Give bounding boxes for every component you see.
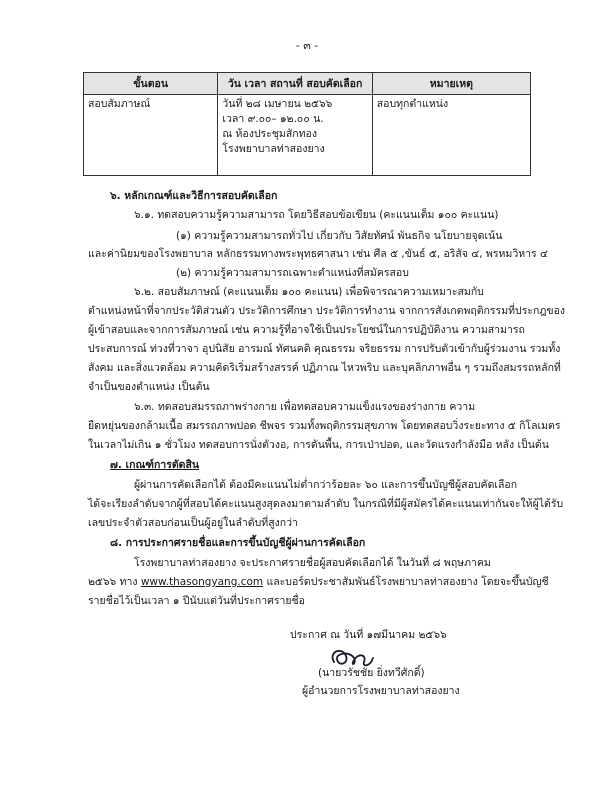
section8-line2-pre: ๒๕๖๖ ทาง	[88, 576, 141, 588]
section7-line: เลขประจำตัวสอบก่อนเป็นผู้อยู่ในลำดับที่สูงกว่า	[88, 517, 298, 529]
cell-step: สอบสัมภาษณ์	[84, 95, 218, 176]
section7-line: ได้จะเรียงลำดับจากผู้ที่สอบได้คะแนนสูงสุดลงมาตามลำดับ ในกรณีที่มีผู้สมัครได้คะแนนเท่ากันจะให้ผู้ได้รับ	[88, 498, 564, 510]
section6-3-line: ในเวลาไม่เกิน ๑ ชั่วโมง ทดสอบการนั่งตัวงอ, การดันพื้น, การเป่าปอด, และวัดแรงกำลังมือ หลัง เป็นต้น	[88, 439, 549, 451]
section8-line2-post: และบอร์ดประชาสัมพันธ์โรงพยาบาลท่าสองยาง โดยจะขึ้นบัญชี	[263, 576, 549, 588]
signer-name: (นายวรัชชัย ยิ่งทวีศักดิ์)	[318, 667, 425, 679]
cell-room: ณ ห้องประชุมสักทอง	[222, 128, 317, 140]
section7-heading: ๗. เกณฑ์การตัดสิน	[110, 459, 200, 471]
header-datetime-place: วัน เวลา สถานที่ สอบคัดเลือก	[218, 73, 372, 95]
schedule-table	[83, 72, 531, 176]
cell-date: วันที่ ๒๘ เมษายน ๒๕๖๖	[222, 98, 333, 110]
announce-date: ประกาศ ณ วันที่ ๑๗มีนาคม ๒๕๖๖	[290, 629, 447, 641]
section8-line1: โรงพยาบาลท่าสองยาง จะประกาศรายชื่อผู้สอบคัดเลือกได้ ในวันที่ ๘ พฤษภาคม	[134, 557, 491, 569]
section6-2-line: สังคม และสิ่งแวดล้อม ความคิดริเริ่มสร้างสรรค์ ปฏิภาณ ไหวพริบ และบุคลิกภาพอื่น ๆ รวมถึงสมรรถหลักที่	[88, 362, 561, 374]
page-number: - ๓ -	[295, 39, 319, 52]
header-step: ขั้นตอน	[84, 73, 218, 95]
table-row	[84, 95, 531, 176]
section6-1-item1-cont: และค่านิยมของโรงพยาบาล หลักธรรมทางพระพุทธศาสนา เช่น ศีล ๕ ,ขันธ์ ๕, อริสัจ ๔, พรหมวิหาร ๔	[88, 248, 548, 260]
section6-1-item2: (๒) ความรู้ความสามารถเฉพาะตำแหน่งที่สมัครสอบ	[176, 267, 409, 279]
cell-hospital: โรงพยาบาลท่าสองยาง	[222, 143, 325, 155]
website-link[interactable]: www.thasongyang.com	[140, 576, 264, 588]
section8-line2	[88, 575, 549, 589]
section6-1: ๖.๑. ทดสอบความรู้ความสามารถ โดยวิธีสอบข้อเขียน (คะแนนเต็ม ๑๐๐ คะแนน)	[134, 209, 499, 221]
section6-2-line: จำเป็นของตำแหน่ง เป็นต้น	[88, 381, 210, 393]
section6-2-line: ตำแหน่งหน้าที่จากประวัติส่วนตัว ประวัติการศึกษา ประวัติการทำงาน จากการสังเกตพฤติกรรมที่ประกฎของ	[88, 305, 566, 317]
section6-heading: ๖. หลักเกณฑ์และวิธีการสอบคัดเลือก	[110, 190, 278, 202]
cell-time: เวลา ๙.๐๐– ๑๒.๐๐ น.	[222, 113, 324, 125]
section8-heading: ๘. การประกาศรายชื่อและการขึ้นบัญชีผู้ผ่านการคัดเลือก	[110, 537, 366, 549]
section6-2-line: ประสบการณ์ ท่วงที่วาจา อุปนิสัย อารมณ์ ทัศนคติ คุณธรรม จริยธรรม การปรับตัวเข้ากับผู้ร่วมงาน รวมทั้ง	[88, 343, 561, 355]
section6-1-item1: (๑) ความรู้ความสามารถทั่วไป เกี่ยวกับ วิสัยทัศน์ พันธกิจ นโยบายจุดเน้น	[176, 230, 503, 242]
cell-datetime-place	[218, 95, 372, 176]
section6-2-line: ๖.๒. สอบสัมภาษณ์ (คะแนนเต็ม ๑๐๐ คะแนน) เพื่อพิจารณาความเหมาะสมกับ	[134, 286, 484, 298]
section6-3-line: ๖.๓. ทดสอบสมรรถภาพร่างกาย เพื่อทดสอบความแข็งแรงของร่างกาย ความ	[134, 401, 476, 413]
section6-3-line: ยืดหยุ่นของกล้ามเนื้อ สมรรถภาพปอด ชีพจร รวมทั้งพฤติกรรมสุขภาพ โดยทดสอบวิ่งระยะทาง ๕ กิโลเมตร	[88, 420, 561, 432]
cell-remarks: สอบทุกตำแหน่ง	[372, 95, 530, 176]
signer-title: ผู้อำนวยการโรงพยาบาลท่าสองยาง	[302, 685, 460, 697]
section8-line3: รายชื่อไว้เป็นเวลา ๑ ปีนับแต่วันที่ประกาศรายชื่อ	[88, 595, 305, 607]
section7-line: ผู้ผ่านการคัดเลือกได้ ต้องมีคะแนนไม่ต่ำกว่าร้อยละ ๖๐ และการขึ้นบัญชีผู้สอบคัดเลือก	[134, 479, 518, 491]
header-remarks: หมายเหตุ	[372, 73, 530, 95]
table-header-row	[84, 73, 531, 95]
section6-2-line: ผู้เข้าสอบและจากการสัมภาษณ์ เช่น ความรู้ที่อาจใช้เป็นประโยชน์ในการปฏิบัติงาน ความสามารถ	[88, 324, 525, 336]
